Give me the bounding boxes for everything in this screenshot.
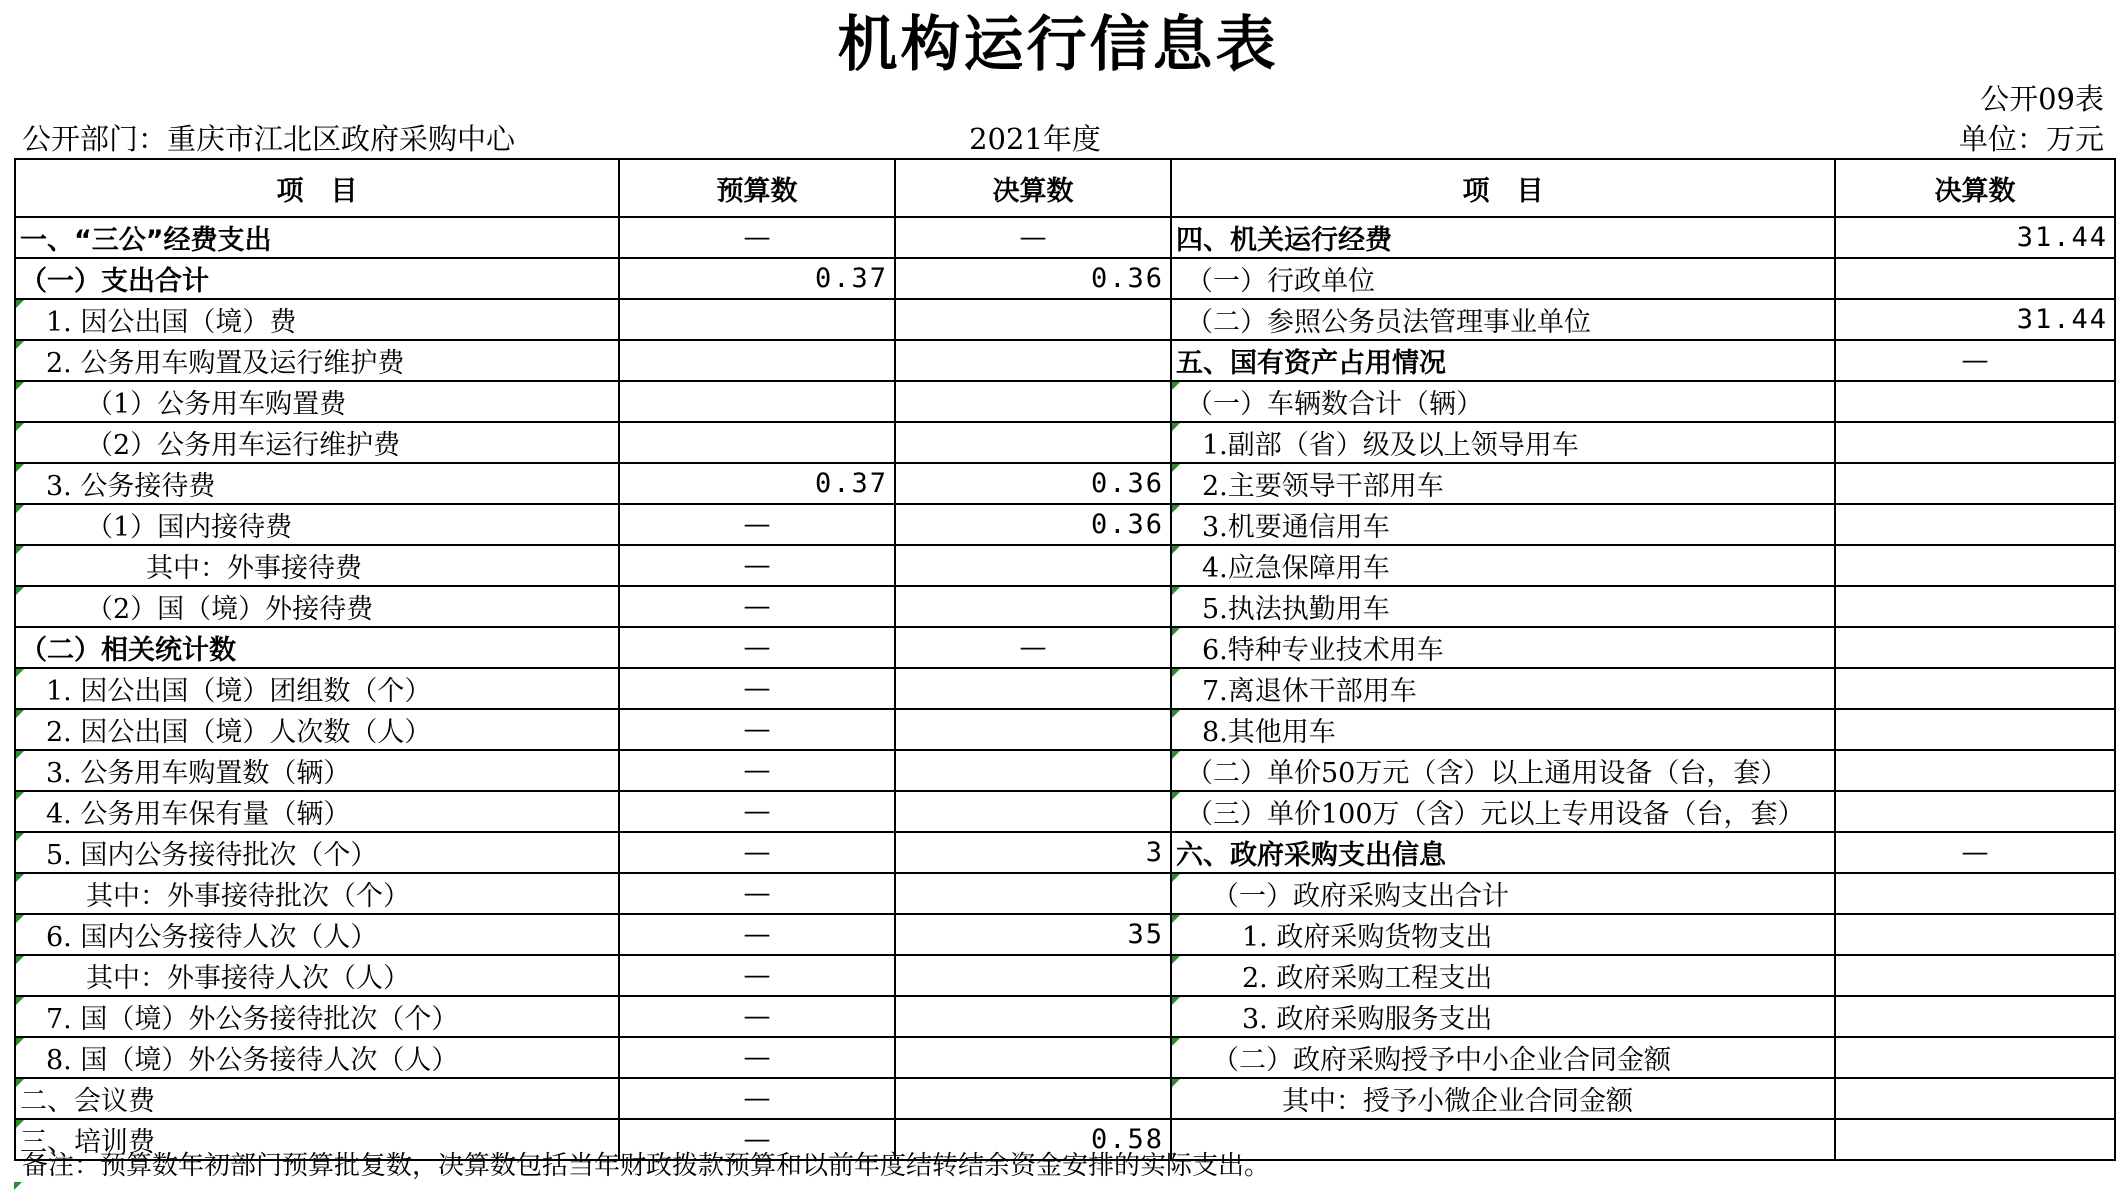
row-final (895, 996, 1171, 1037)
row-final (895, 1078, 1171, 1119)
right-item: （二）单价50万元（含）以上通用设备（台，套） (1171, 750, 1835, 791)
table-row (15, 955, 2115, 996)
row-item: 1. 因公出国（境）团组数（个） (15, 668, 619, 709)
right-item: （一）车辆数合计（辆） (1171, 381, 1835, 422)
right-item: 1. 政府采购货物支出 (1171, 914, 1835, 955)
row-item: 2. 因公出国（境）人次数（人） (15, 709, 619, 750)
right-final: — (1835, 340, 2115, 381)
right-final (1835, 955, 2115, 996)
table-row (15, 340, 2115, 381)
right-final (1835, 258, 2115, 299)
table-row (15, 299, 2115, 340)
table-row (15, 1037, 2115, 1078)
row-item: 4. 公务用车保有量（辆） (15, 791, 619, 832)
right-final (1835, 1119, 2115, 1160)
row-final: 0.58 (895, 1119, 1171, 1160)
row-budget: — (619, 709, 895, 750)
right-final (1835, 627, 2115, 668)
row-final (895, 873, 1171, 914)
right-final (1835, 586, 2115, 627)
table-header-row (15, 159, 2115, 217)
table-row (15, 914, 2115, 955)
page-title: 机构运行信息表 (837, 10, 1279, 80)
right-final (1835, 381, 2115, 422)
right-item: 1.副部（省）级及以上领导用车 (1171, 422, 1835, 463)
right-item: 2. 政府采购工程支出 (1171, 955, 1835, 996)
row-item: 3. 公务接待费 (15, 463, 619, 504)
footnote: 备注：预算数年初部门预算批复数，决算数包括当年财政拨款预算和以前年度结转结余资金安排的实际支出。 (22, 1151, 1271, 1181)
row-final: 0.36 (895, 504, 1171, 545)
row-budget: — (619, 217, 895, 258)
right-final (1835, 914, 2115, 955)
table-row (15, 258, 2115, 299)
table-row (15, 873, 2115, 914)
table-row (15, 381, 2115, 422)
row-item: 5. 国内公务接待批次（个） (15, 832, 619, 873)
row-budget: 0.37 (619, 463, 895, 504)
right-final (1835, 668, 2115, 709)
row-budget: — (619, 586, 895, 627)
row-item: 其中：外事接待人次（人） (15, 955, 619, 996)
row-budget: — (619, 832, 895, 873)
right-item: 3.机要通信用车 (1171, 504, 1835, 545)
row-budget (619, 340, 895, 381)
info-table (14, 158, 2116, 1161)
row-item: 3. 公务用车购置数（辆） (15, 750, 619, 791)
right-item: 六、政府采购支出信息 (1171, 832, 1835, 873)
header-item-left: 项 目 (15, 159, 619, 217)
right-item (1171, 1119, 1835, 1160)
right-final (1835, 545, 2115, 586)
row-budget: — (619, 668, 895, 709)
row-budget: — (619, 791, 895, 832)
right-item: （二）参照公务员法管理事业单位 (1171, 299, 1835, 340)
row-final: 35 (895, 914, 1171, 955)
right-item: 四、机关运行经费 (1171, 217, 1835, 258)
unit-label: 单位：万元 (1958, 122, 2104, 156)
row-final (895, 545, 1171, 586)
right-final (1835, 750, 2115, 791)
right-final (1835, 1037, 2115, 1078)
row-final (895, 422, 1171, 463)
right-item: 4.应急保障用车 (1171, 545, 1835, 586)
row-budget: — (619, 1119, 895, 1160)
row-final: 0.36 (895, 258, 1171, 299)
row-budget: — (619, 914, 895, 955)
right-final: — (1835, 832, 2115, 873)
row-item: （1）国内接待费 (15, 504, 619, 545)
row-final: 0.36 (895, 463, 1171, 504)
row-final (895, 1037, 1171, 1078)
right-item: 3. 政府采购服务支出 (1171, 996, 1835, 1037)
fiscal-year: 2021年度 (969, 122, 1101, 156)
right-item: 7.离退休干部用车 (1171, 668, 1835, 709)
row-item: （2）国（境）外接待费 (15, 586, 619, 627)
row-item: 其中：外事接待费 (15, 545, 619, 586)
row-final (895, 381, 1171, 422)
table-row (15, 463, 2115, 504)
table-row (15, 832, 2115, 873)
row-budget (619, 422, 895, 463)
row-item: 6. 国内公务接待人次（人） (15, 914, 619, 955)
row-budget: — (619, 873, 895, 914)
row-budget: — (619, 1037, 895, 1078)
row-item: （一）支出合计 (15, 258, 619, 299)
row-budget: — (619, 504, 895, 545)
row-budget: — (619, 545, 895, 586)
header-item-right: 项 目 (1171, 159, 1835, 217)
right-final (1835, 1078, 2115, 1119)
row-final (895, 750, 1171, 791)
row-item: （2）公务用车运行维护费 (15, 422, 619, 463)
row-final: — (895, 627, 1171, 668)
table-row (15, 217, 2115, 258)
row-final (895, 955, 1171, 996)
table-row (15, 627, 2115, 668)
row-final (895, 668, 1171, 709)
right-item: （一）政府采购支出合计 (1171, 873, 1835, 914)
header-budget: 预算数 (619, 159, 895, 217)
row-budget: — (619, 750, 895, 791)
row-item: 1. 因公出国（境）费 (15, 299, 619, 340)
table-row (15, 422, 2115, 463)
form-number: 公开09表 (1980, 82, 2104, 116)
row-budget: — (619, 996, 895, 1037)
right-final (1835, 709, 2115, 750)
table-row (15, 996, 2115, 1037)
right-item: 8.其他用车 (1171, 709, 1835, 750)
right-item: （二）政府采购授予中小企业合同金额 (1171, 1037, 1835, 1078)
row-item: 三、培训费 (15, 1119, 619, 1160)
row-budget: — (619, 627, 895, 668)
row-item: （二）相关统计数 (15, 627, 619, 668)
row-item: 一、“三公”经费支出 (15, 217, 619, 258)
row-final: 3 (895, 832, 1171, 873)
cell-comment-marker (14, 1182, 22, 1190)
row-final (895, 299, 1171, 340)
right-item: 2.主要领导干部用车 (1171, 463, 1835, 504)
table-row (15, 504, 2115, 545)
row-budget (619, 381, 895, 422)
row-budget (619, 299, 895, 340)
right-final (1835, 791, 2115, 832)
row-final (895, 709, 1171, 750)
row-item: 2. 公务用车购置及运行维护费 (15, 340, 619, 381)
right-item: 五、国有资产占用情况 (1171, 340, 1835, 381)
table-row (15, 586, 2115, 627)
row-item: 7. 国（境）外公务接待批次（个） (15, 996, 619, 1037)
table-row (15, 709, 2115, 750)
right-final (1835, 873, 2115, 914)
table-row (15, 750, 2115, 791)
row-item: 其中：外事接待批次（个） (15, 873, 619, 914)
row-final (895, 586, 1171, 627)
row-final (895, 340, 1171, 381)
right-final (1835, 422, 2115, 463)
table-row (15, 791, 2115, 832)
right-final: 31.44 (1835, 217, 2115, 258)
right-item: （三）单价100万（含）元以上专用设备（台，套） (1171, 791, 1835, 832)
row-final (895, 791, 1171, 832)
table-row (15, 668, 2115, 709)
right-item: 5.执法执勤用车 (1171, 586, 1835, 627)
right-final: 31.44 (1835, 299, 2115, 340)
header-final-right: 决算数 (1835, 159, 2115, 217)
table-row (15, 545, 2115, 586)
header-final-left: 决算数 (895, 159, 1171, 217)
right-item: 其中：授予小微企业合同金额 (1171, 1078, 1835, 1119)
row-item: 二、会议费 (15, 1078, 619, 1119)
right-final (1835, 504, 2115, 545)
row-budget: — (619, 1078, 895, 1119)
right-item: 6.特种专业技术用车 (1171, 627, 1835, 668)
department-label: 公开部门：重庆市江北区政府采购中心 (22, 122, 516, 156)
row-budget: — (619, 955, 895, 996)
right-final (1835, 463, 2115, 504)
row-budget: 0.37 (619, 258, 895, 299)
right-item: （一）行政单位 (1171, 258, 1835, 299)
row-item: （1）公务用车购置费 (15, 381, 619, 422)
row-final: — (895, 217, 1171, 258)
right-final (1835, 996, 2115, 1037)
table-row (15, 1078, 2115, 1119)
row-item: 8. 国（境）外公务接待人次（人） (15, 1037, 619, 1078)
